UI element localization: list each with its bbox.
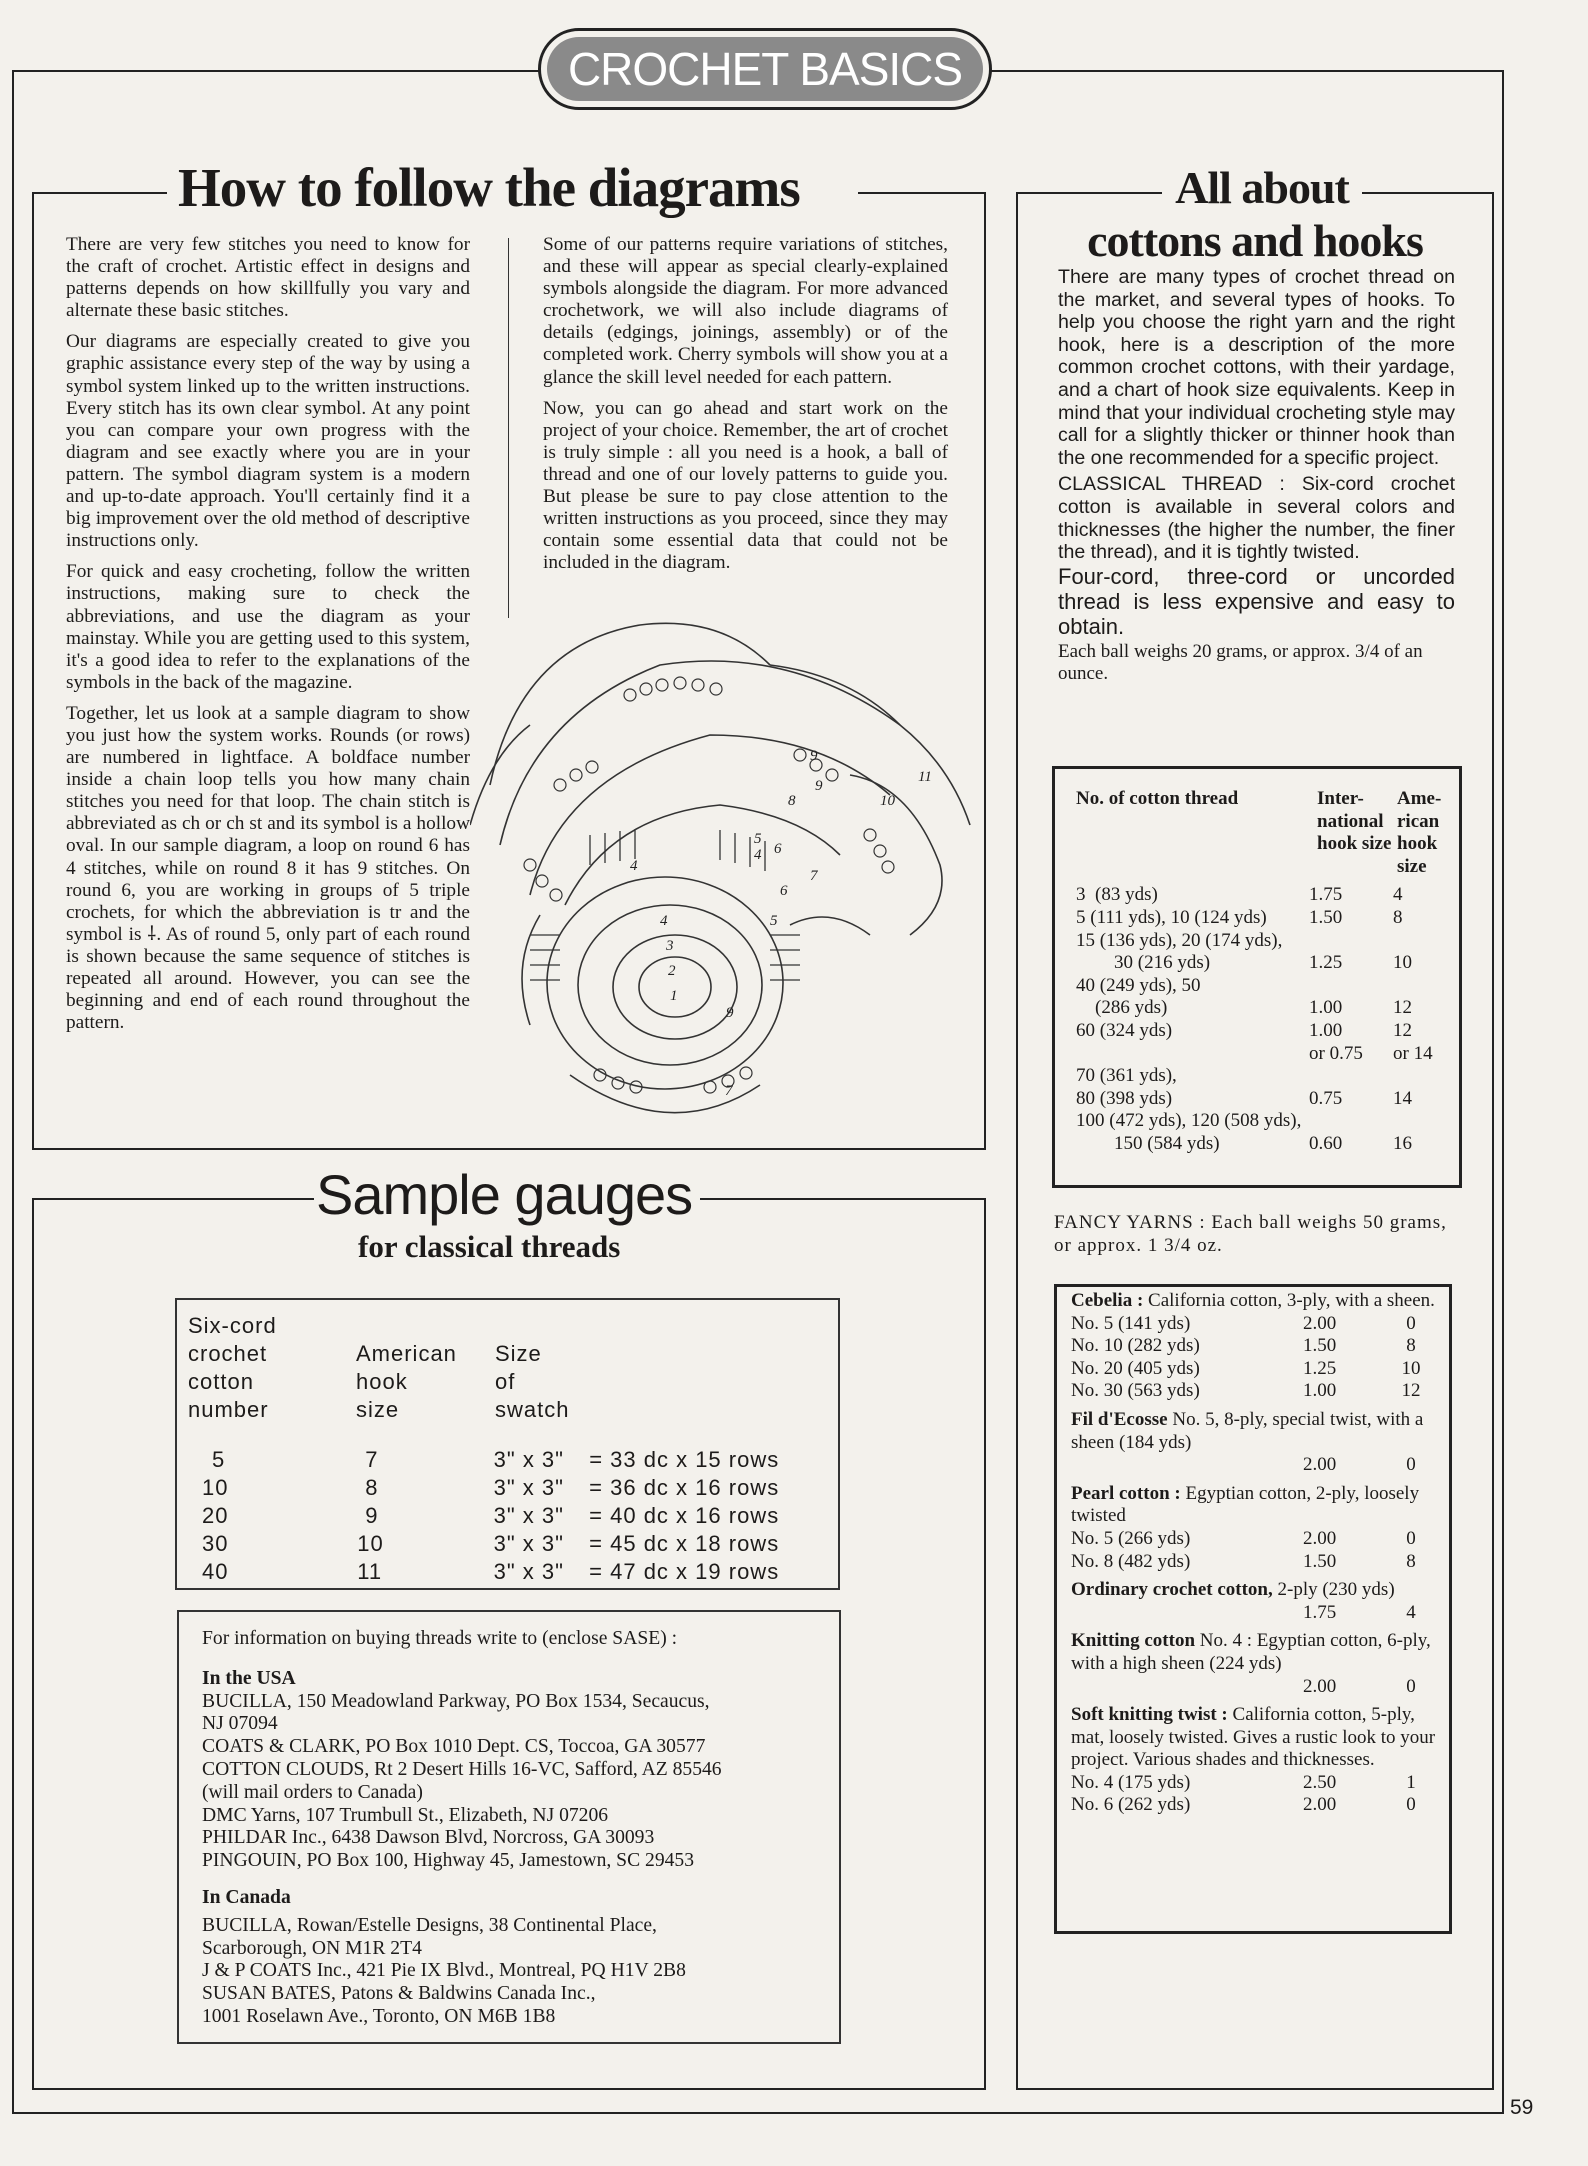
american-hook-cell <box>1393 930 1447 953</box>
diagrams-paragraph: Some of our patterns require variations of stitches, and these will appear as special clearly-explained symbols alongside the diagram. For more advanced crochetwork, we will also include diagrams of details (edgings, joinings, assembly) or of the completed work. Cherry symbols will show you at a glance the skill level needed for each pattern. <box>543 234 948 388</box>
fancy-yarn-size-cell: No. 6 (262 yds) <box>1071 1794 1191 1816</box>
fancy-yarn-intl-cell: 2.00 <box>1303 1794 1337 1816</box>
column-divider <box>508 238 509 618</box>
diagram-label: 7 <box>810 868 818 884</box>
cotton-number-cell: 5 (111 yds), 10 (124 yds) <box>1076 906 1267 928</box>
diagram-label: 10 <box>880 793 895 809</box>
cottons-rule-right <box>1362 192 1494 194</box>
fancy-yarn-item <box>1071 1483 1445 1573</box>
fancy-yarn-row <box>1071 1551 1445 1574</box>
gauge-row <box>188 1474 828 1502</box>
usa-address-line: BUCILLA, 150 Meadowland Parkway, PO Box 1534, Secaucus, <box>202 1690 710 1712</box>
fancy-yarn-desc: No. 4 : Egyptian cotton, 6-ply, with a high sheen (224 yds) <box>1071 1630 1431 1674</box>
fancy-yarn-intl-cell: 1.25 <box>1303 1357 1337 1379</box>
cotton-number-cell: 30 (216 yds) <box>1076 952 1211 974</box>
fancy-yarn-us-cell: 0 <box>1406 1675 1416 1697</box>
gauges-header-line: American <box>356 1341 457 1366</box>
fancy-yarn-us-cell: 0 <box>1406 1454 1416 1476</box>
cotton-number-cell: 15 (136 yds), 20 (174 yds), <box>1076 929 1283 951</box>
international-hook-cell: 1.75 <box>1309 884 1343 906</box>
gauge-swatch-size: 3" x 3" <box>493 1531 564 1556</box>
diagrams-rule-right <box>858 192 986 194</box>
canada-address-list <box>202 1915 832 2029</box>
classical-thread-paragraph <box>1058 473 1455 563</box>
fancy-yarn-item <box>1071 1704 1445 1817</box>
gauges-header-line: crochet <box>188 1341 268 1366</box>
page-number: 59 <box>1510 2096 1534 2119</box>
cottons-intro-text: There are many types of crochet thread on the market, and several types of hooks. To help you choose the right yarn and the right hook, here is a description of the more common crochet cottons, with their yardage, and a chart of hook size equivalents. Keep in mind that your individual crocheting style may call for a slightly thicker or thinner hook than the one recommended for a specific project. <box>1058 266 1455 469</box>
gauge-swatch-size: 3" x 3" <box>493 1559 564 1584</box>
hook-size-table-content <box>1076 788 1456 1156</box>
header-international-hook: Inter-national hook size <box>1317 788 1392 855</box>
fancy-yarn-row <box>1071 1380 1445 1403</box>
gauges-header-col-1 <box>188 1312 356 1424</box>
cottons-intro <box>1058 266 1455 685</box>
fancy-yarn-size-cell: No. 5 (266 yds) <box>1071 1527 1191 1549</box>
canada-address-line: Scarborough, ON M1R 2T4 <box>202 1937 422 1959</box>
gauge-stitch-count: = 47 dc x 19 rows <box>589 1559 780 1584</box>
fancy-yarn-size-cell <box>1071 1676 1303 1699</box>
canada-heading: In Canada <box>202 1886 291 1908</box>
fancy-yarn-intl-cell: 2.00 <box>1303 1454 1337 1476</box>
fancy-yarn-us-cell: 0 <box>1406 1527 1416 1549</box>
classical-thread-label: CLASSICAL THREAD : <box>1058 473 1285 496</box>
fancy-yarn-row <box>1071 1528 1445 1551</box>
fourcord-text: Four-cord, three-cord or uncorded thread is less expensive and easy to obtain. <box>1058 563 1455 639</box>
gauges-rule-left <box>32 1198 314 1200</box>
fancy-yarn-intl-cell: 2.00 <box>1303 1527 1337 1549</box>
diagram-label: 8 <box>788 793 796 809</box>
cottons-rule-left <box>1016 192 1162 194</box>
international-hook-cell <box>1309 1110 1393 1133</box>
gauge-hook-size: 7 <box>365 1447 379 1472</box>
canada-address-line: 1001 Roselawn Ave., Toronto, ON M6B 1B8 <box>202 2005 556 2027</box>
gauges-rule-right <box>700 1198 986 1200</box>
cotton-number-cell <box>1076 1043 1309 1066</box>
gauge-row <box>188 1558 828 1586</box>
cottons-title-line-1: All about <box>1175 162 1349 213</box>
fancy-yarn-name: Knitting cotton <box>1071 1630 1196 1652</box>
hook-size-row <box>1076 997 1456 1020</box>
fancy-yarn-description <box>1071 1290 1445 1313</box>
gauges-header-line: Size <box>495 1341 542 1366</box>
usa-address-line: PHILDAR Inc., 6438 Dawson Blvd, Norcross, GA 30093 <box>202 1827 655 1849</box>
cotton-number-cell: 80 (398 yds) <box>1076 1087 1173 1109</box>
gauges-header-line: swatch <box>495 1397 570 1422</box>
international-hook-cell <box>1309 930 1393 953</box>
american-hook-cell: 4 <box>1393 884 1403 906</box>
fancy-yarn-description <box>1071 1483 1445 1528</box>
american-hook-cell <box>1393 975 1447 998</box>
fancy-yarn-intl-cell: 1.75 <box>1303 1601 1337 1623</box>
fancy-yarn-row <box>1071 1602 1445 1625</box>
gauge-cotton-number: 10 <box>202 1475 229 1500</box>
diagram-label: 2 <box>668 963 676 979</box>
fancy-yarn-intl-cell: 2.00 <box>1303 1312 1337 1334</box>
hook-size-rows <box>1076 884 1456 1155</box>
fancy-yarn-desc: No. 5, 8-ply, special twist, with a sheen (184 yds) <box>1071 1408 1424 1453</box>
gauge-stitch-count: = 33 dc x 15 rows <box>589 1447 780 1472</box>
hook-size-row <box>1076 975 1456 998</box>
gauge-hook-size: 11 <box>357 1559 383 1584</box>
diagrams-paragraph: Together, let us look at a sample diagram to show you just how the system works. Rounds (or rows) are numbered in lightface. A boldface number inside a chain loop tells you how many chain stitches you need for that loop. The chain stitch is abbreviated as ch or ch st and its symbol is a hollow oval. In our sample diagram, a loop on round 6 has 4 stitches, while on round 8 it has 9 stitches. On round 6, you are working in groups of 5 triple crochets, for which the abbreviation is tr and the symbol is ⸸. As of round 5, only part of each round is shown because the same sequence of stitches is repeated all around. However, you can see the beginning and end of each round throughout the pattern. <box>66 702 470 1034</box>
gauges-header-line: number <box>188 1397 269 1422</box>
hook-size-header <box>1076 788 1456 878</box>
cotton-number-cell: 70 (361 yds), <box>1076 1065 1177 1087</box>
gauges-header-line: size <box>356 1397 400 1422</box>
cotton-number-cell: 3 (83 yds) <box>1076 884 1158 906</box>
american-hook-cell: 16 <box>1393 1132 1412 1154</box>
diagrams-column-2 <box>543 234 948 583</box>
gauge-cotton-number: 30 <box>202 1531 229 1556</box>
fancy-yarn-size-cell <box>1071 1602 1303 1625</box>
hook-size-row <box>1076 907 1456 930</box>
gauge-cotton-number: 40 <box>202 1559 229 1584</box>
fancy-yarn-description <box>1071 1579 1445 1602</box>
american-hook-cell: 8 <box>1393 906 1403 928</box>
gauge-stitch-count: = 36 dc x 16 rows <box>589 1475 780 1500</box>
cotton-number-cell: 60 (324 yds) <box>1076 1019 1173 1041</box>
international-hook-cell: 1.50 <box>1309 906 1343 928</box>
gauge-swatch-size: 3" x 3" <box>493 1503 564 1528</box>
fancy-yarn-item <box>1071 1630 1445 1698</box>
gauges-rows <box>188 1446 828 1586</box>
section-badge <box>538 28 992 110</box>
american-hook-cell: 10 <box>1393 952 1412 974</box>
diagram-label: 9 <box>726 1005 734 1021</box>
fancy-yarn-desc: 2-ply (230 yds) <box>1277 1579 1395 1601</box>
international-hook-cell: 0.75 <box>1309 1087 1343 1109</box>
fancy-yarn-row <box>1071 1454 1445 1477</box>
diagram-label: 6 <box>774 841 782 857</box>
international-hook-cell: 0.60 <box>1309 1132 1343 1154</box>
diagram-label: 4 <box>630 858 638 874</box>
fancy-yarn-name: Pearl cotton : <box>1071 1482 1181 1504</box>
gauges-header-col-3 <box>495 1312 695 1424</box>
gauges-title: Sample gauges <box>316 1163 693 1226</box>
international-hook-cell: 1.00 <box>1309 1019 1343 1041</box>
diagrams-paragraph: Our diagrams are especially created to give you graphic assistance every step of the way by using a symbol system linked up to the written instructions. Every stitch has its own clear symbol. At any point you can compare your own progress with the diagram and see exactly where you are in your pattern. The symbol diagram system is a modern and up-to-date approach. You'll certainly find it a big improvement over the old method of descriptive instructions only. <box>66 331 470 552</box>
fancy-yarn-item <box>1071 1409 1445 1477</box>
usa-address-line: COTTON CLOUDS, Rt 2 Desert Hills 16-VC, Safford, AZ 85546 <box>202 1758 722 1780</box>
classical-thread-text: Six-cord crochet cotton is available in several colors and thicknesses (the higher the number, the finer the thread), and it is tightly twisted. <box>1058 473 1456 564</box>
gauges-header <box>188 1312 828 1424</box>
fancy-yarn-item <box>1071 1290 1445 1403</box>
fancy-yarns-content <box>1071 1290 1445 1823</box>
diagrams-paragraph: Now, you can go ahead and start work on the project of your choice. Remember, the art of crochet is truly simple : all you need is a hook, a ball of thread and one of our lovely patterns to guide you. But please be sure to pay close attention to the written instructions as you proceed, since they may contain some essential data that could not be included in the diagram. <box>543 397 948 574</box>
fancy-yarn-description <box>1071 1704 1445 1772</box>
international-hook-cell: or 0.75 <box>1309 1042 1363 1064</box>
diagram-label: 5 <box>770 913 778 929</box>
gauge-row <box>188 1446 828 1474</box>
american-hook-cell: 12 <box>1393 1019 1412 1041</box>
hook-size-row <box>1076 1065 1456 1088</box>
hook-size-row <box>1076 1043 1456 1066</box>
gauge-row <box>188 1530 828 1558</box>
diagram-label: 7 <box>725 1083 733 1099</box>
cottons-title-line-2: cottons and hooks <box>1087 215 1423 266</box>
american-hook-cell <box>1393 1110 1447 1133</box>
fancy-yarn-intl-cell: 1.00 <box>1303 1380 1337 1402</box>
thread-info-intro: For information on buying threads write to (enclose SASE) : <box>202 1628 678 1649</box>
fancy-yarns-text: FANCY YARNS : Each ball weighs 50 grams, or approx. 1 3/4 oz. <box>1054 1212 1447 1256</box>
fancy-yarn-us-cell: 0 <box>1406 1794 1416 1816</box>
gauges-header-line: hook <box>356 1369 408 1394</box>
gauges-table-content <box>188 1312 828 1586</box>
fancy-yarn-us-cell: 10 <box>1401 1357 1421 1379</box>
fancy-yarn-desc: Egyptian cotton, 2-ply, loosely twisted <box>1071 1482 1420 1527</box>
gauge-cotton-number: 5 <box>212 1447 226 1472</box>
gauge-hook-size: 10 <box>357 1531 384 1556</box>
cotton-number-cell: 100 (472 yds), 120 (508 yds), <box>1076 1110 1302 1132</box>
fancy-yarn-name: Soft knitting twist : <box>1071 1704 1228 1726</box>
fancy-yarn-item <box>1071 1579 1445 1624</box>
section-badge-label: CROCHET BASICS <box>547 37 983 101</box>
canada-address-line: SUSAN BATES, Patons & Baldwins Canada Inc., <box>202 1983 596 2005</box>
usa-heading: In the USA <box>202 1667 296 1689</box>
american-hook-cell: or 14 <box>1393 1042 1433 1064</box>
ball-weight-text: Each ball weighs 20 grams, or approx. 3/4 of an ounce. <box>1058 640 1423 684</box>
canada-address-line: J & P COATS Inc., 421 Pie IX Blvd., Montreal, PQ H1V 2B8 <box>202 1960 686 1982</box>
hook-size-row <box>1076 1133 1456 1156</box>
usa-address-line: PINGOUIN, PO Box 100, Highway 45, Jamestown, SC 29453 <box>202 1850 695 1872</box>
fancy-yarn-row <box>1071 1676 1445 1699</box>
fancy-yarn-us-cell: 4 <box>1406 1601 1416 1623</box>
hook-size-row <box>1076 952 1456 975</box>
fancy-yarn-intl-cell: 1.50 <box>1303 1335 1337 1357</box>
fancy-yarn-name: Cebelia : <box>1071 1290 1144 1311</box>
fancy-yarn-row <box>1071 1358 1445 1381</box>
canada-address-line: BUCILLA, Rowan/Estelle Designs, 38 Continental Place, <box>202 1914 657 1936</box>
hook-size-row <box>1076 1110 1456 1133</box>
fancy-yarn-size-cell: No. 10 (282 yds) <box>1071 1335 1200 1357</box>
gauges-header-col-2 <box>356 1312 495 1424</box>
gauge-row <box>188 1502 828 1530</box>
crochet-sample-diagram <box>470 605 990 1135</box>
diagram-label: 4 <box>754 847 762 863</box>
international-hook-cell <box>1309 975 1393 998</box>
diagrams-column-1 <box>66 234 470 1043</box>
gauges-header-line: Six-cord <box>188 1313 277 1338</box>
international-hook-cell: 1.00 <box>1309 997 1343 1019</box>
fancy-yarn-intl-cell: 2.00 <box>1303 1675 1337 1697</box>
diagrams-rule-left <box>32 192 167 194</box>
international-hook-cell: 1.25 <box>1309 952 1343 974</box>
diagrams-paragraph: There are very few stitches you need to know for the craft of crochet. Artistic effect in designs and patterns depends on how skillfully you vary and alternate these basic stitches. <box>66 234 470 322</box>
usa-address-line: COATS & CLARK, PO Box 1010 Dept. CS, Toccoa, GA 30577 <box>202 1736 706 1758</box>
fancy-yarn-row <box>1071 1772 1445 1795</box>
american-hook-cell: 12 <box>1393 997 1412 1019</box>
fancy-yarn-size-cell: No. 4 (175 yds) <box>1071 1771 1191 1793</box>
fancy-yarn-us-cell: 8 <box>1406 1550 1416 1572</box>
fancy-yarn-us-cell: 12 <box>1401 1380 1421 1402</box>
gauge-swatch-size: 3" x 3" <box>493 1475 564 1500</box>
hook-size-row <box>1076 930 1456 953</box>
diagram-label: 6 <box>780 883 788 899</box>
usa-address-line: NJ 07094 <box>202 1713 278 1735</box>
fancy-yarn-intl-cell: 2.50 <box>1303 1771 1337 1793</box>
fancy-yarn-description <box>1071 1630 1445 1675</box>
fancy-yarn-desc: California cotton, 3-ply, with a sheen. <box>1148 1290 1435 1311</box>
gauge-hook-size: 8 <box>365 1475 379 1500</box>
american-hook-cell <box>1393 1065 1447 1088</box>
american-hook-cell: 14 <box>1393 1087 1412 1109</box>
fancy-yarn-size-cell: No. 30 (563 yds) <box>1071 1380 1200 1402</box>
diagram-label: 1 <box>670 988 678 1004</box>
fancy-yarn-row <box>1071 1313 1445 1336</box>
gauges-subtitle: for classical threads <box>358 1229 621 1264</box>
diagram-label: 9 <box>810 748 818 764</box>
fancy-yarn-intl-cell: 1.50 <box>1303 1550 1337 1572</box>
cotton-number-cell: 150 (584 yds) <box>1076 1132 1220 1154</box>
diagram-label: 5 <box>754 831 762 847</box>
gauge-hook-size: 9 <box>365 1503 379 1528</box>
usa-address-line: (will mail orders to Canada) <box>202 1781 423 1803</box>
hook-size-row <box>1076 1088 1456 1111</box>
diagram-label: 11 <box>918 769 932 785</box>
diagram-label: 3 <box>666 938 674 954</box>
usa-address-list <box>202 1691 832 1873</box>
fancy-yarn-desc: California cotton, 5-ply, mat, loosely twisted. Gives a rustic look to your project. Various shades and thicknesses. <box>1071 1704 1436 1771</box>
diagram-label: 4 <box>660 913 668 929</box>
diagrams-paragraph: For quick and easy crocheting, follow the written instructions, making sure to check the abbreviations, and use the diagram as your mainstay. While you are getting used to this system, it's a good idea to refer to the explanations of the symbols in the back of the magazine. <box>66 561 470 693</box>
gauges-header-line: of <box>495 1369 516 1394</box>
fancy-yarn-size-cell: No. 8 (482 yds) <box>1071 1550 1191 1572</box>
diagram-label: 9 <box>815 778 823 794</box>
international-hook-cell <box>1309 1065 1393 1088</box>
fancy-yarn-name: Fil d'Ecosse <box>1071 1408 1168 1430</box>
gauges-header-line: cotton <box>188 1369 254 1394</box>
cotton-number-cell: 40 (249 yds), 50 <box>1076 974 1201 996</box>
fancy-yarn-row <box>1071 1794 1445 1817</box>
fancy-yarn-size-cell <box>1071 1454 1303 1477</box>
gauge-swatch-size: 3" x 3" <box>493 1447 564 1472</box>
fancy-yarn-size-cell: No. 20 (405 yds) <box>1071 1357 1200 1379</box>
fancy-yarn-size-cell: No. 5 (141 yds) <box>1071 1312 1191 1334</box>
thread-info-content <box>202 1628 832 2029</box>
diagrams-title: How to follow the diagrams <box>178 157 800 218</box>
fancy-yarn-description <box>1071 1409 1445 1454</box>
fancy-yarn-us-cell: 0 <box>1406 1312 1416 1334</box>
gauge-stitch-count: = 40 dc x 16 rows <box>589 1503 780 1528</box>
hook-size-row <box>1076 1020 1456 1043</box>
usa-address-line: DMC Yarns, 107 Trumbull St., Elizabeth, NJ 07206 <box>202 1804 609 1826</box>
cotton-number-cell: (286 yds) <box>1076 997 1168 1019</box>
hook-size-row <box>1076 884 1456 907</box>
fancy-yarn-name: Ordinary crochet cotton, <box>1071 1579 1273 1601</box>
gauge-stitch-count: = 45 dc x 18 rows <box>589 1531 780 1556</box>
fancy-yarn-us-cell: 8 <box>1406 1335 1416 1357</box>
gauge-cotton-number: 20 <box>202 1503 229 1528</box>
header-cotton-number: No. of cotton thread <box>1076 788 1239 809</box>
header-american-hook: Ame-rican hook size <box>1397 788 1442 877</box>
fancy-yarn-us-cell: 1 <box>1406 1771 1416 1793</box>
fancy-yarn-row <box>1071 1335 1445 1358</box>
